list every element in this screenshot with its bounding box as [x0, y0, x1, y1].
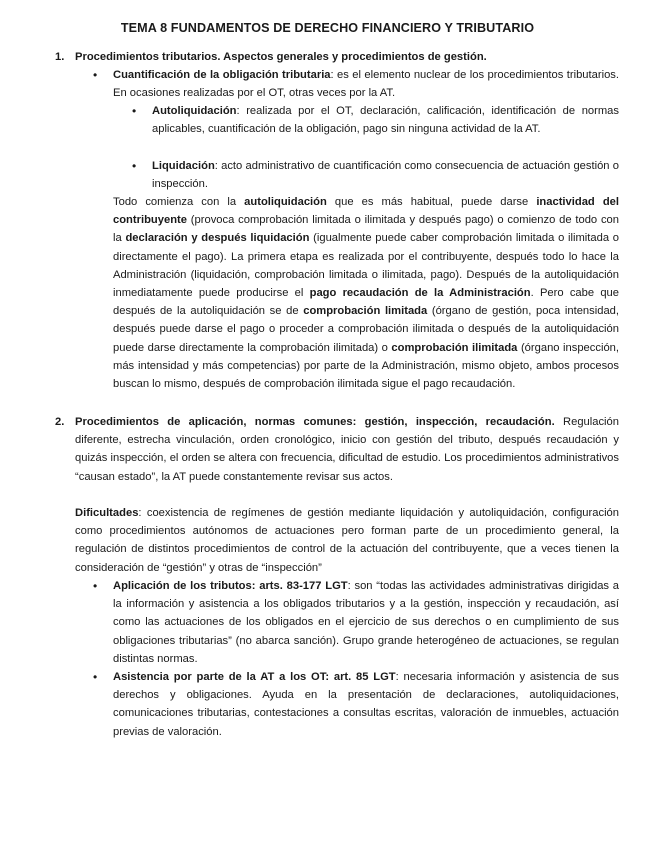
- para-text: (igualmente puede caber comprobación limitada o ilimitada o directamente el pago). La primera etapa es realizada por el contribuyente, después todo lo hace la Administración (liquidación, comprobación limitada o ilimitada, pago). Después de la autoliquidación inmediatamente puede producirse el: [113, 232, 619, 300]
- para-bold: comprobación ilimitada: [391, 341, 518, 354]
- bullet-text: : es el elemento nuclear de los procedimientos tributarios. En ocasiones realizadas por el OT, otras veces por la AT.: [113, 69, 619, 100]
- section-1-heading: [75, 48, 623, 66]
- para-bold: comprobación limitada: [303, 305, 428, 318]
- bullet-term: Cuantificación de la obligación tributaria: [113, 69, 331, 81]
- bullet-text: : realizada por el OT, declaración, calificación, identificación de normas aplicables, cuantificación de la obligación, pago sin ninguna actividad de la AT.: [152, 105, 619, 136]
- bullet-text: : acto administrativo de cuantificación como consecuencia de actuación gestión o inspección.: [152, 160, 619, 191]
- dificultades-paragraph: [75, 504, 619, 577]
- para-bold: autoliquidación: [244, 196, 327, 208]
- para-bold: inactividad del contribuyente: [113, 196, 619, 227]
- bullet-icon: •: [132, 104, 137, 118]
- bullet-text: : son “todas las actividades administrativas dirigidas a la información y asistencia a los obligados tributarios y a la gestión, inspección y recaudación, así como las actuaciones de los obligados en el ejercicio de sus derechos o en cumplimiento de sus obligaciones tributarias” (no abarca sanción). Grupo grande heterogéneo de actuaciones, se regulan distintas normas.: [113, 580, 619, 665]
- section-2-heading: Procedimientos de aplicación, normas comunes: gestión, inspección, recaudación.: [75, 416, 555, 428]
- para-text: (órgano de gestión, poca intensidad, después puede darse el pago o proceder a comprobación ilimitada o después de la autoliquidación puede darse directamente la comprobación ilimitada) o: [113, 305, 619, 354]
- subbullet-liquidacion: [152, 157, 619, 193]
- document-title: TEMA 8 FUNDAMENTOS DE DERECHO FINANCIERO Y TRIBUTARIO: [120, 21, 535, 35]
- para-text: que es más habitual, puede darse: [326, 196, 537, 208]
- section-1-number: 1.: [55, 51, 65, 63]
- bullet-term: Aplicación de los tributos: arts. 83-177 LGT: [113, 580, 348, 592]
- section-1-heading-text: Procedimientos tributarios. Aspectos generales y procedimientos de gestión.: [75, 51, 487, 63]
- bullet-term: Autoliquidación: [152, 105, 237, 117]
- para-bold: declaración y después liquidación: [125, 232, 310, 245]
- section-2-intro: [75, 413, 619, 486]
- bullet-icon: •: [93, 579, 98, 593]
- bullet-term: Asistencia por parte de la AT a los OT: art. 85 LGT: [113, 671, 396, 683]
- para-bold: pago recaudación de la Administración: [309, 287, 531, 300]
- bullet-icon: •: [132, 159, 137, 173]
- bullet-cuantificacion: [113, 66, 619, 102]
- bullet-term: Liquidación: [152, 160, 215, 172]
- para-text: . Pero cabe que después de la autoliquidación se de: [113, 287, 619, 318]
- dificultades-text: : coexistencia de regímenes de gestión mediante liquidación y autoliquidación, configuración como procedimientos autónomos de actuaciones pero forman parte de un procedimiento general, la regulación de distintos procedimientos de control de la actuación del contribuyente, que a veces tienen la consideración de “gestión” y otras de “inspección”: [75, 507, 619, 574]
- subbullet-autoliquidacion: [152, 102, 619, 138]
- para-text: (órgano inspección, más intensidad y más competencias) por parte de la Administración, mismo objeto, ambos procesos buscan lo mismo, después de comprobación ilimitada sigue el pago recaudación.: [113, 341, 620, 391]
- para-text: (provoca comprobación limitada o ilimitada y después pago) o comienzo de todo con la: [113, 214, 619, 245]
- bullet-text: : necesaria información y asistencia de sus derechos y obligaciones. Ayuda en la presentación de declaraciones, autoliquidaciones, comunicaciones tributarias, contestaciones a consultas escritas, valoración de inmuebles, actuación previas de valoración.: [113, 671, 619, 738]
- section-1-paragraph: [113, 193, 619, 393]
- bullet-aplicacion: [113, 577, 619, 668]
- para-text: Todo comienza con la: [113, 196, 245, 208]
- dificultades-term: Dificultades: [75, 507, 139, 519]
- bullet-icon: •: [93, 68, 98, 82]
- bullet-icon: •: [93, 670, 98, 684]
- section-2-number: 2.: [55, 416, 65, 428]
- section-2-text: Regulación diferente, estrecha vinculación, orden cronológico, inicio con gestión del tributo, después recaudación y quizás inspección, el orden se altera con frecuencia, dificultad de estudio. Los procedimientos administrativos “causan estado”, la AT puede constantemente revisar sus actos.: [75, 416, 619, 483]
- bullet-asistencia: [113, 668, 619, 741]
